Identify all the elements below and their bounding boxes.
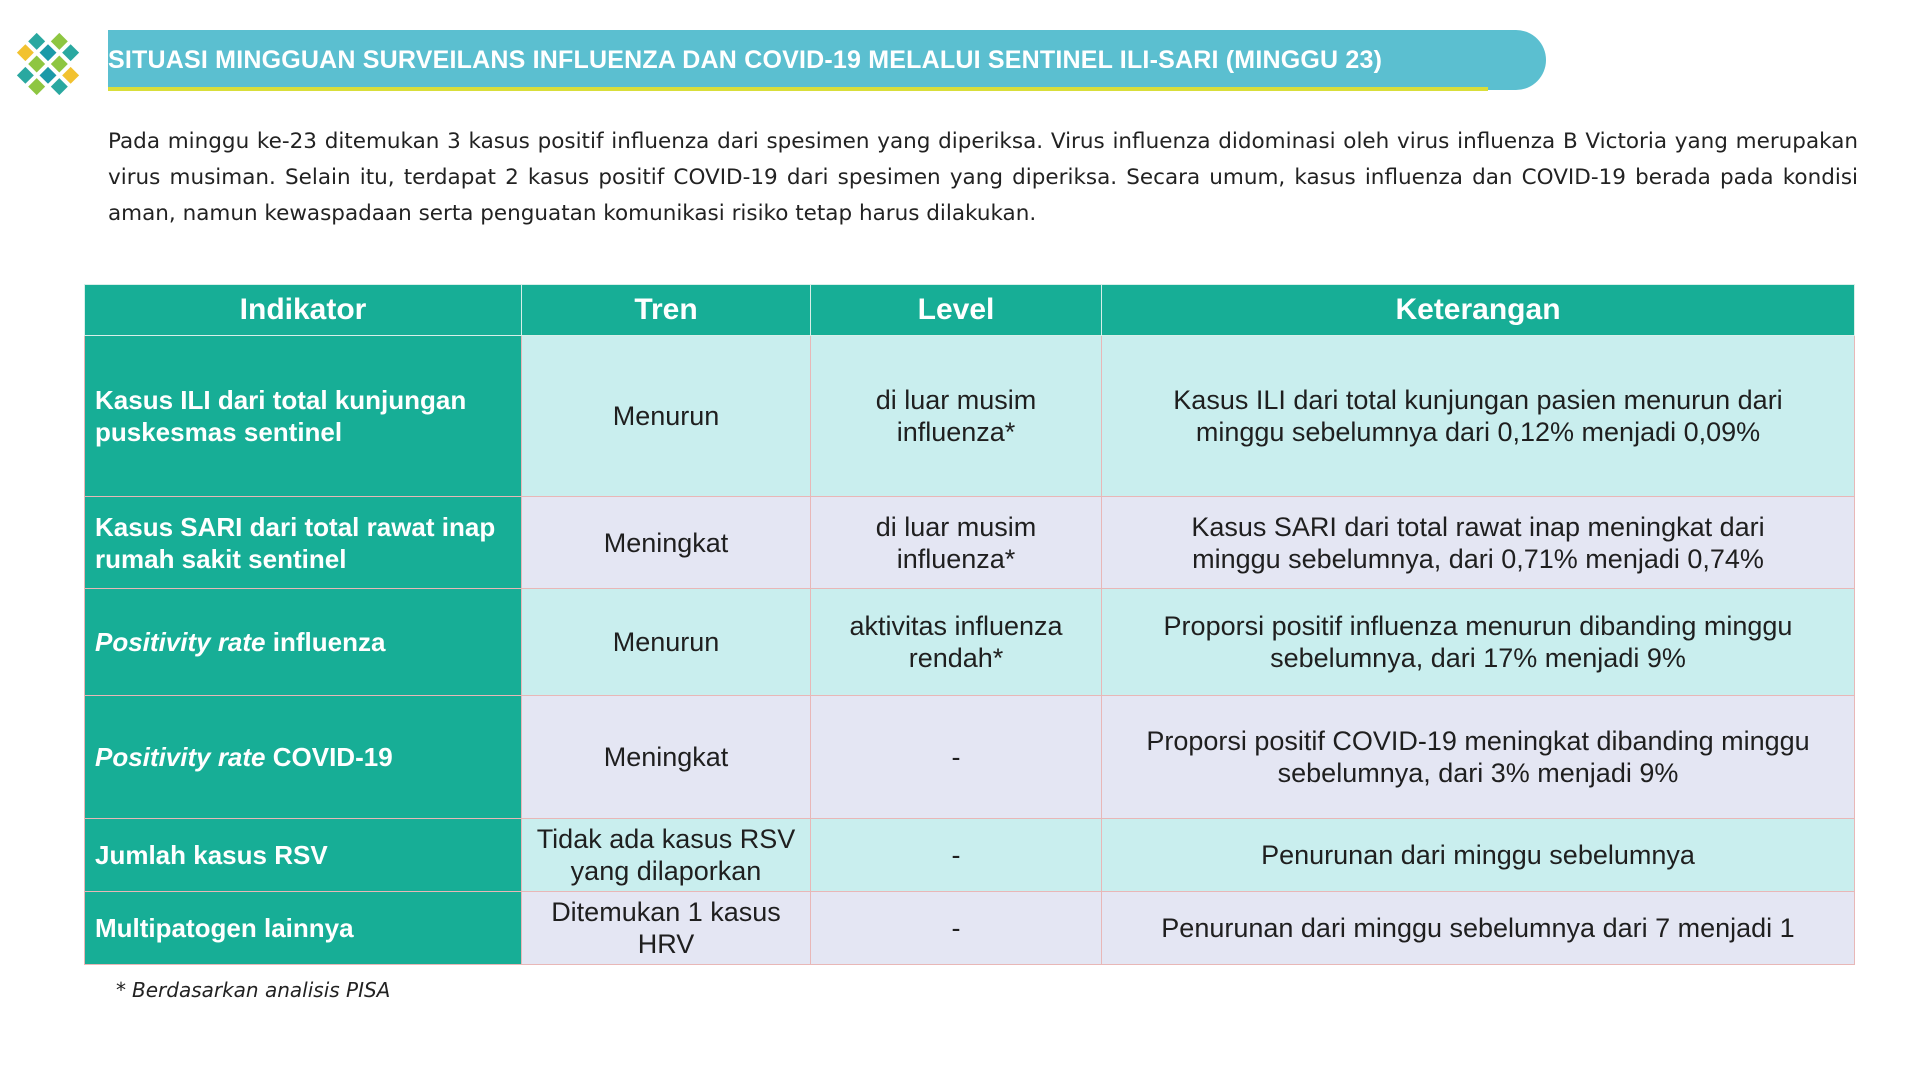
keterangan-cell: Kasus SARI dari total rawat inap meningkat dari minggu sebelumnya, dari 0,71% menjadi 0,74% xyxy=(1102,497,1855,589)
tren-cell: Meningkat xyxy=(522,497,811,589)
table-row xyxy=(85,589,1855,696)
indicator-cell: Jumlah kasus RSV xyxy=(85,819,522,892)
table-row xyxy=(85,696,1855,819)
table-row xyxy=(85,892,1855,965)
header-keterangan: Keterangan xyxy=(1102,285,1855,336)
header-indikator: Indikator xyxy=(85,285,522,336)
keterangan-cell: Penurunan dari minggu sebelumnya xyxy=(1102,819,1855,892)
indicator-cell: Kasus SARI dari total rawat inap rumah sakit sentinel xyxy=(85,497,522,589)
table-row xyxy=(85,336,1855,497)
level-cell: - xyxy=(811,819,1102,892)
tren-cell: Menurun xyxy=(522,336,811,497)
tren-cell: Ditemukan 1 kasus HRV xyxy=(522,892,811,965)
intro-paragraph: Pada minggu ke-23 ditemukan 3 kasus positif influenza dari spesimen yang diperiksa. Virus influenza didominasi oleh virus influenza B Victoria yang merupakan virus musiman. Selain itu, terdapat 2 kasus positif COVID-19 dari spesimen yang diperiksa. Secara umum, kasus influenza dan COVID-19 berada pada kondisi aman, namun kewaspadaan serta penguatan komunikasi risiko tetap harus dilakukan. xyxy=(108,129,1858,226)
indicator-cell: Kasus ILI dari total kunjungan puskesmas sentinel xyxy=(85,336,522,497)
table-row xyxy=(85,497,1855,589)
keterangan-cell: Kasus ILI dari total kunjungan pasien menurun dari minggu sebelumnya dari 0,12% menjadi 0,09% xyxy=(1102,336,1855,497)
level-cell: - xyxy=(811,892,1102,965)
indicator-cell: Positivity rate COVID-19 xyxy=(85,696,522,819)
keterangan-cell: Penurunan dari minggu sebelumnya dari 7 menjadi 1 xyxy=(1102,892,1855,965)
indicator-table xyxy=(84,284,1855,965)
page-title: SITUASI MINGGUAN SURVEILANS INFLUENZA DAN COVID-19 MELALUI SENTINEL ILI-SARI (MINGGU 23) xyxy=(108,46,1383,74)
level-cell: di luar musim influenza* xyxy=(811,336,1102,497)
tren-cell: Meningkat xyxy=(522,696,811,819)
ministry-logo-icon xyxy=(12,28,84,100)
footnote: * Berdasarkan analisis PISA xyxy=(116,978,391,1002)
keterangan-cell: Proporsi positif influenza menurun dibanding minggu sebelumnya, dari 17% menjadi 9% xyxy=(1102,589,1855,696)
tren-cell: Tidak ada kasus RSV yang dilaporkan xyxy=(522,819,811,892)
table-row xyxy=(85,819,1855,892)
level-cell: - xyxy=(811,696,1102,819)
table-header-row xyxy=(85,285,1855,336)
level-cell: di luar musim influenza* xyxy=(811,497,1102,589)
header-tren: Tren xyxy=(522,285,811,336)
header-level: Level xyxy=(811,285,1102,336)
tren-cell: Menurun xyxy=(522,589,811,696)
indicator-cell: Positivity rate influenza xyxy=(85,589,522,696)
level-cell: aktivitas influenza rendah* xyxy=(811,589,1102,696)
keterangan-cell: Proporsi positif COVID-19 meningkat dibanding minggu sebelumnya, dari 3% menjadi 9% xyxy=(1102,696,1855,819)
indicator-cell: Multipatogen lainnya xyxy=(85,892,522,965)
